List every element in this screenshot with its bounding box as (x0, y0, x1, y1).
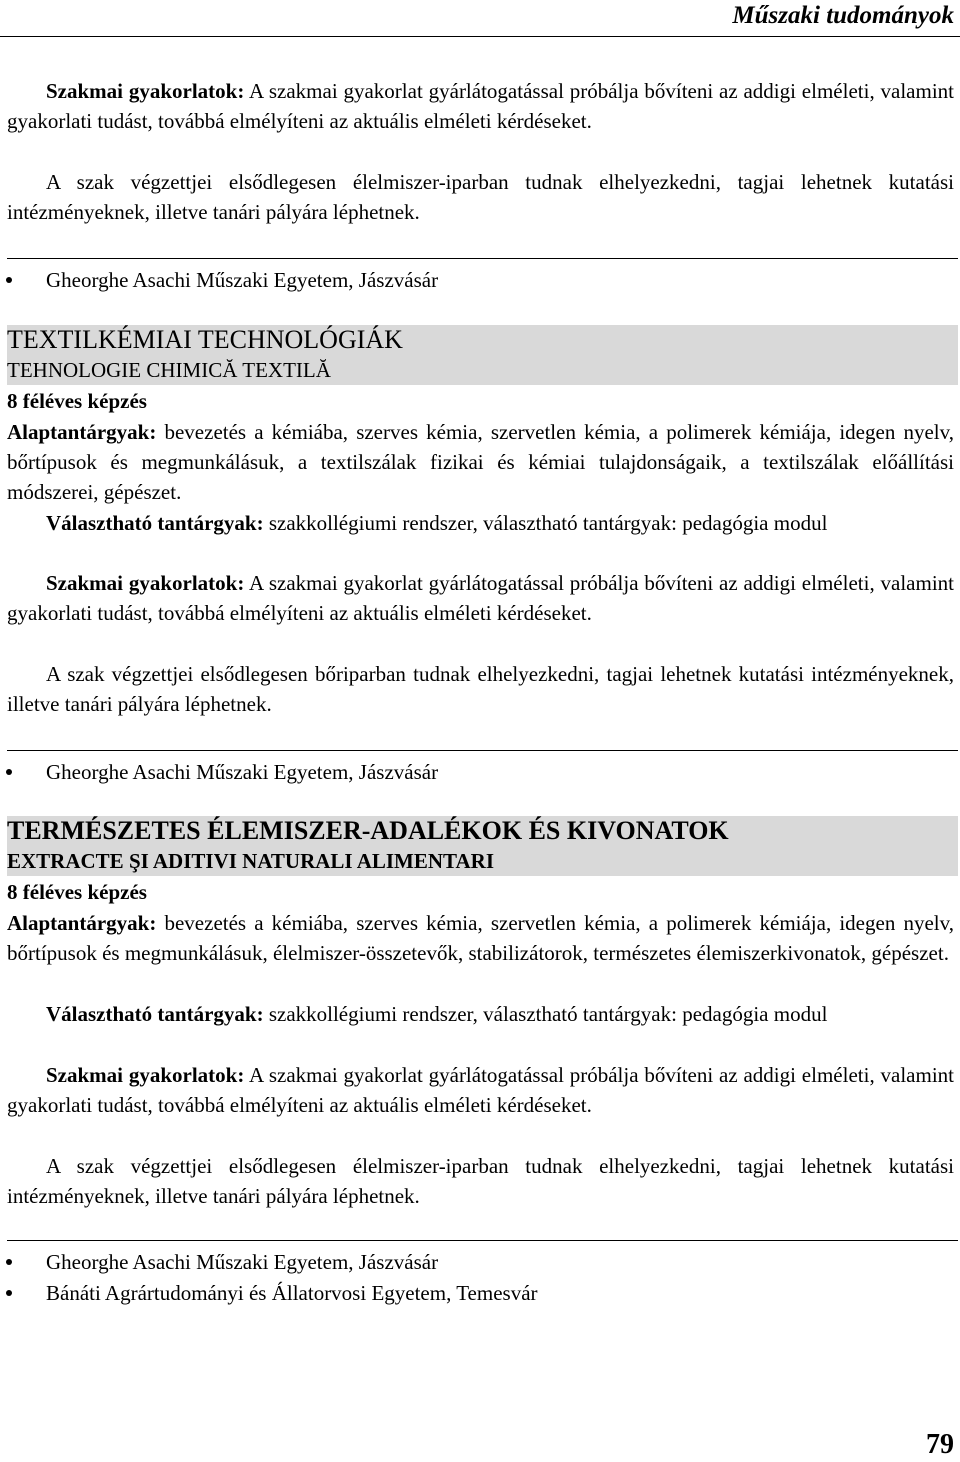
institution-name: Gheorghe Asachi Műszaki Egyetem, Jászvásár (46, 760, 439, 784)
elective-label: Választható tantárgyak: (46, 1002, 264, 1026)
section-divider (7, 1240, 958, 1241)
career-paragraph: A szak végzettjei elsődlegesen bőriparban tudnak elhelyezkedni, tagjai lehetnek kutatási intézményeknek, illetve tanári pályára léphetnek. (7, 662, 954, 716)
career-paragraph: A szak végzettjei elsődlegesen élelmiszer-iparban tudnak elhelyezkedni, tagjai lehetnek kutatási intézményeknek, illetve tanári pályára léphetnek. (7, 170, 954, 224)
institution-name: Gheorghe Asachi Műszaki Egyetem, Jászvásár (46, 1250, 439, 1274)
core-subjects-paragraph (7, 417, 954, 507)
core-subjects-paragraph (7, 908, 954, 968)
practice-text: A szakmai gyakorlat gyárlátogatással próbálja bővíteni az addigi elméleti, valamint gyakorlati tudást, továbbá elmélyíteni az aktuális elméleti kérdéseket. (7, 79, 954, 133)
section-divider (7, 750, 958, 751)
career-paragraph: A szak végzettjei elsődlegesen élelmiszer-iparban tudnak elhelyezkedni, tagjai lehetnek kutatási intézményeknek, illetve tanári pályára léphetnek. (7, 1154, 954, 1208)
page-header (0, 0, 960, 37)
header-title: Műszaki tudományok (732, 2, 954, 29)
institution-item (0, 1247, 958, 1277)
core-text: bevezetés a kémiába, szerves kémia, szervetlen kémia, a polimerek kémiája, idegen nyelv, bőrtípusok és megmunkálásuk, a textilszálak fizikai és kémiai tulajdonságaik, a textilszálak előállítási módszerei, gépészet. (7, 420, 954, 504)
program-semesters: 8 féléves képzés (7, 880, 147, 904)
bullet-icon (6, 1290, 12, 1296)
page-number: 79 (926, 1429, 954, 1460)
elective-paragraph (7, 999, 954, 1029)
practice-paragraph (7, 1060, 954, 1120)
core-text: bevezetés a kémiába, szerves kémia, szervetlen kémia, a polimerek kémiája, idegen nyelv, bőrtípusok és megmunkálásuk, élelmiszer-összetevők, stabilizátorok, természetes élemiszerkivonatok, gépészet. (7, 911, 954, 965)
program-title-ro: EXTRACTE ŞI ADITIVI NATURALI ALIMENTARI (7, 849, 494, 873)
elective-label: Választható tantárgyak: (46, 511, 264, 535)
program-semesters: 8 féléves képzés (7, 389, 147, 413)
practice-paragraph (7, 568, 954, 628)
practice-paragraph (7, 76, 954, 136)
program-title-ro: TEHNOLOGIE CHIMICĂ TEXTILĂ (7, 358, 331, 382)
institution-item (0, 1278, 958, 1308)
program-title-hu: TEXTILKÉMIAI TECHNOLÓGIÁK (7, 325, 403, 354)
elective-paragraph (7, 508, 954, 538)
practice-label: Szakmai gyakorlatok: (46, 79, 245, 103)
elective-text: szakkollégiumi rendszer, választható tantárgyak: pedagógia modul (263, 511, 828, 535)
institution-name: Bánáti Agrártudományi és Állatorvosi Egyetem, Temesvár (46, 1281, 538, 1305)
institution-item (0, 757, 958, 787)
institution-item (0, 265, 958, 295)
section-divider (7, 258, 958, 259)
core-label: Alaptantárgyak: (7, 420, 157, 444)
bullet-icon (6, 1259, 12, 1265)
bullet-icon (6, 769, 12, 775)
program-title-hu: TERMÉSZETES ÉLEMISZER-ADALÉKOK ÉS KIVONATOK (7, 816, 729, 845)
practice-label: Szakmai gyakorlatok: (46, 571, 245, 595)
elective-text: szakkollégiumi rendszer, választható tantárgyak: pedagógia modul (263, 1002, 828, 1026)
practice-label: Szakmai gyakorlatok: (46, 1063, 245, 1087)
practice-text: A szakmai gyakorlat gyárlátogatással próbálja bővíteni az addigi elméleti, valamint gyakorlati tudást, továbbá elmélyíteni az aktuális elméleti kérdéseket. (7, 1063, 954, 1117)
bullet-icon (6, 277, 12, 283)
core-label: Alaptantárgyak: (7, 911, 157, 935)
practice-text: A szakmai gyakorlat gyárlátogatással próbálja bővíteni az addigi elméleti, valamint gyakorlati tudást, továbbá elmélyíteni az aktuális elméleti kérdéseket. (7, 571, 954, 625)
institution-name: Gheorghe Asachi Műszaki Egyetem, Jászvásár (46, 268, 439, 292)
